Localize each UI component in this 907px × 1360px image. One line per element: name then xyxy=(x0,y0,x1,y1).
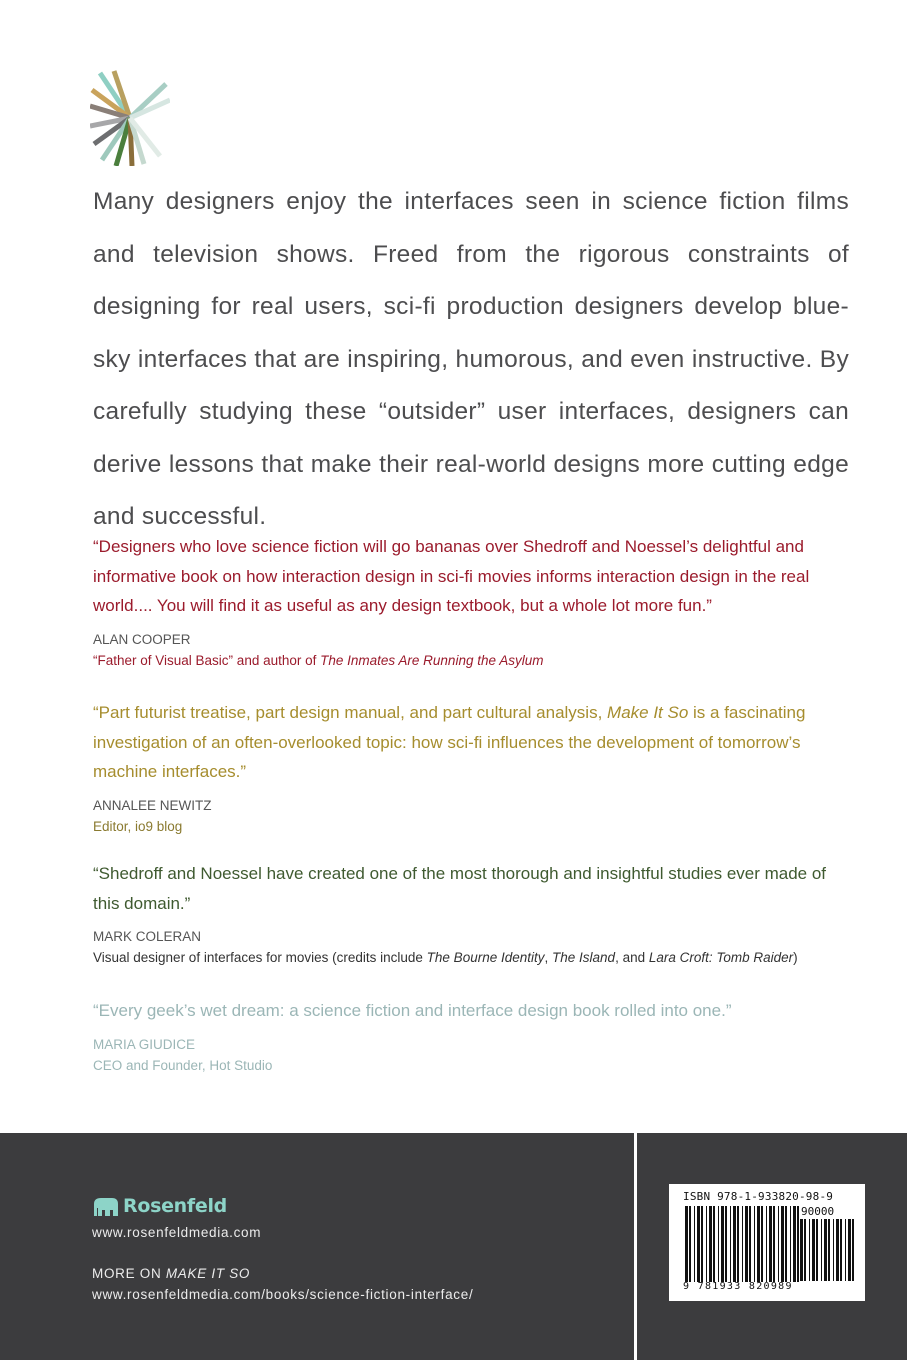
barcode-digits: 9 781933 820989 xyxy=(683,1281,793,1292)
barcode-stripe xyxy=(793,1206,796,1282)
barcode-stripe xyxy=(785,1206,787,1282)
quote-text: “Shedroff and Noessel have created one of the most thorough and insightful studies ever made of this domain.” xyxy=(93,864,827,913)
barcode-stripe xyxy=(809,1219,810,1281)
testimonial-coleran xyxy=(93,859,853,968)
barcode-stripe xyxy=(824,1219,827,1281)
publisher-name: Rosenfeld xyxy=(123,1195,227,1217)
publisher-logo xyxy=(92,1195,227,1217)
more-on-book-label: MORE ON MAKE IT SO xyxy=(92,1266,251,1281)
barcode-stripe xyxy=(848,1219,851,1281)
barcode-stripe xyxy=(697,1206,700,1282)
quote-author: MARK COLERAN xyxy=(93,929,202,944)
quote-author-role: “Father of Visual Basic” and author of The Inmates Are Running the Asylum xyxy=(93,652,544,668)
testimonial-giudice xyxy=(93,996,853,1076)
barcode-stripe xyxy=(725,1206,727,1282)
barcode-stripe xyxy=(778,1206,779,1282)
footer-divider xyxy=(634,1133,637,1360)
barcode-stripe xyxy=(685,1206,688,1282)
quote-text: “Designers who love science fiction will go bananas over Shedroff and Noessel’s delightful and informative book on how interaction design in sci-fi movies informs interaction design in the real world.... You will find it as useful as any design textbook, but a whole lot more fun.” xyxy=(93,537,810,615)
barcode-stripe xyxy=(737,1206,739,1282)
barcode-stripe xyxy=(816,1219,818,1281)
barcode-stripe xyxy=(749,1206,751,1282)
quote-author: ANNALEE NEWITZ xyxy=(93,797,212,813)
barcode-stripe xyxy=(800,1219,803,1281)
isbn-barcode xyxy=(685,1206,801,1282)
barcode-stripe xyxy=(694,1206,695,1282)
quote-author-role: Visual designer of interfaces for movies (credits include The Bourne Identity, The Island, and Lara Croft: Tomb Raider) xyxy=(93,950,798,965)
barcode-stripe xyxy=(845,1219,846,1281)
quote-author: MARIA GIUDICE xyxy=(93,1036,196,1052)
price-addon-code: 90000 xyxy=(801,1205,835,1218)
barcode-stripe xyxy=(821,1219,822,1281)
barcode-stripe xyxy=(706,1206,707,1282)
testimonial-cooper xyxy=(93,532,853,671)
testimonial-newitz xyxy=(93,698,853,837)
barcode-stripe xyxy=(804,1219,806,1281)
quote-author-role: Editor, io9 blog xyxy=(93,818,183,834)
barcode-stripe xyxy=(713,1206,715,1282)
barcode-stripe xyxy=(828,1219,830,1281)
starburst-logo-icon xyxy=(90,70,170,166)
barcode-stripe xyxy=(790,1206,791,1282)
elephant-icon xyxy=(92,1196,119,1216)
barcode-stripe xyxy=(836,1219,839,1281)
quote-author-role: CEO and Founder, Hot Studio xyxy=(93,1057,273,1073)
barcode-stripe xyxy=(852,1219,854,1281)
barcode-stripe xyxy=(730,1206,731,1282)
barcode-stripe xyxy=(761,1206,763,1282)
barcode-stripe xyxy=(701,1206,703,1282)
quote-text: “Part futurist treatise, part design manual, and part cultural analysis, Make It So is a fascinating investigation of an often-overlooked topic: how sci-fi influences the development of tomorrow’s machine interfaces.” xyxy=(93,703,806,781)
book-description: Many designers enjoy the interfaces seen in science fiction films and television shows. Freed from the rigorous constraints of designing for real users, sci-fi production designers develop blue-sky interfaces that are inspiring, humorous, and even instructive. By carefully studying these “outsider” user interfaces, designers can derive lessons that make their real-world designs more cutting edge and successful. xyxy=(93,188,849,530)
quote-author: ALAN COOPER xyxy=(93,631,191,647)
barcode-stripe xyxy=(718,1206,719,1282)
barcode-stripe xyxy=(840,1219,842,1281)
barcode-stripe xyxy=(833,1219,834,1281)
isbn-label: ISBN 978-1-933820-98-9 xyxy=(683,1190,834,1203)
barcode-stripe xyxy=(742,1206,743,1282)
quote-text: “Every geek’s wet dream: a science fiction and interface design book rolled into one.” xyxy=(93,1001,732,1020)
barcode-stripe xyxy=(757,1206,760,1282)
barcode-stripe xyxy=(689,1206,691,1282)
barcode-stripe xyxy=(773,1206,775,1282)
barcode-stripe xyxy=(781,1206,784,1282)
barcode-stripe xyxy=(754,1206,755,1282)
barcode-stripe xyxy=(721,1206,724,1282)
barcode-stripe xyxy=(745,1206,748,1282)
addon-barcode xyxy=(800,1219,854,1281)
publisher-website-link[interactable]: www.rosenfeldmedia.com xyxy=(92,1225,262,1240)
book-page-link[interactable]: www.rosenfeldmedia.com/books/science-fiction-interface/ xyxy=(92,1287,474,1302)
barcode-stripe xyxy=(709,1206,712,1282)
barcode-stripe xyxy=(733,1206,736,1282)
barcode-stripe xyxy=(797,1206,799,1282)
barcode-stripe xyxy=(812,1219,815,1281)
barcode-stripe xyxy=(769,1206,772,1282)
barcode-stripe xyxy=(766,1206,767,1282)
